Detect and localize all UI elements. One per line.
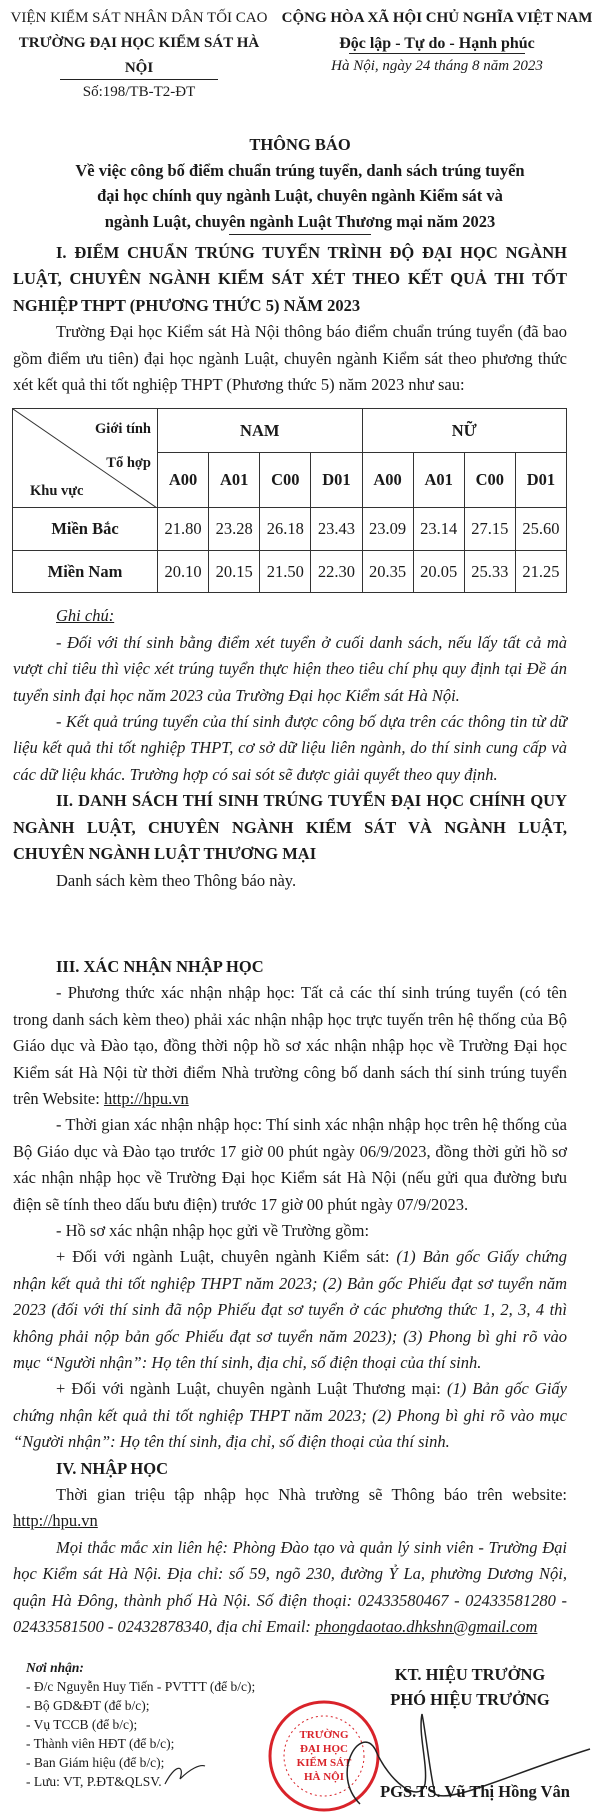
combo-header: D01 bbox=[515, 453, 566, 508]
region-cell: Miền Nam bbox=[13, 551, 158, 593]
website-link[interactable]: http://hpu.vn bbox=[103, 1088, 189, 1108]
score-cell: 25.33 bbox=[464, 551, 515, 593]
section-2-heading: II. DANH SÁCH THÍ SINH TRÚNG TUYỂN ĐẠI HỌC CHÍNH QUY NGÀNH LUẬT, CHUYÊN NGÀNH KIỂM SÁT VÀ NGÀNH LUẬT, CHUYÊN NGÀNH LUẬT THƯƠNG MẠI bbox=[13, 791, 567, 864]
table-row bbox=[13, 508, 567, 551]
score-cell: 21.50 bbox=[260, 551, 311, 593]
motto: Độc lập - Tự do - Hạnh phúc bbox=[339, 35, 535, 52]
note-item: - Kết quả trúng tuyển của thí sinh được công bố dựa trên các thông tin từ dữ liệu kết quả thi tốt nghiệp THPT, cơ sở dữ liệu liên ngành, do thí sinh cung cấp và các dữ liệu khác. Trường hợp có sai sót sẽ được giải quyết theo quy định. bbox=[13, 712, 567, 784]
document-body bbox=[13, 240, 570, 1814]
score-cell: 23.43 bbox=[311, 508, 362, 551]
documents-commercial-law bbox=[13, 1376, 567, 1455]
score-cell: 26.18 bbox=[260, 508, 311, 551]
doc-number: Số:198/TB-T2-ĐT bbox=[82, 84, 196, 100]
score-cell: 23.28 bbox=[209, 508, 260, 551]
combo-header: C00 bbox=[464, 453, 515, 508]
signer-title bbox=[350, 1662, 590, 1712]
score-cell: 21.80 bbox=[158, 508, 209, 551]
section-2-text: Danh sách kèm theo Thông báo này. bbox=[56, 870, 297, 890]
school-name: TRƯỜNG ĐẠI HỌC KIỂM SÁT HÀ NỘI bbox=[18, 35, 260, 76]
corner-gender-label: Giới tính bbox=[95, 421, 151, 438]
recipient-item: - Đ/c Nguyễn Huy Tiến - PVTTT (để b/c); bbox=[26, 1679, 256, 1695]
group-header-female: NỮ bbox=[362, 409, 567, 453]
website-link[interactable]: http://hpu.vn bbox=[13, 1511, 98, 1531]
score-cell: 25.60 bbox=[515, 508, 566, 551]
region-cell: Miền Bắc bbox=[13, 508, 158, 551]
country-block bbox=[276, 6, 598, 79]
title-line: đại học chính quy ngành Luật, chuyên ngành Kiểm sát và bbox=[97, 186, 503, 205]
agency-name: VIỆN KIỂM SÁT NHÂN DÂN TỐI CAO bbox=[10, 10, 268, 26]
documents-lead: + Đối với ngành Luật, chuyên ngành Luật Thương mại: bbox=[56, 1379, 447, 1399]
score-cell: 20.15 bbox=[209, 551, 260, 593]
issuer-block bbox=[4, 6, 274, 105]
documents-intro: - Hồ sơ xác nhận nhập học gửi về Trường gồm: bbox=[56, 1220, 370, 1240]
documents-lead: + Đối với ngành Luật, chuyên ngành Kiểm sát: bbox=[56, 1247, 397, 1267]
group-header-male: NAM bbox=[158, 409, 363, 453]
admission-method bbox=[13, 980, 567, 1112]
score-cell: 21.25 bbox=[515, 551, 566, 593]
section-1-intro: Trường Đại học Kiểm sát Hà Nội thông báo điểm chuẩn trúng tuyển (đã bao gồm điểm ưu tiên) đại học ngành Luật, chuyên ngành Kiểm sát theo phương thức xét kết quả thi tốt nghiệp THPT (Phương thức 5) năm 2023 như sau: bbox=[13, 322, 567, 395]
title-line: ngành Luật, chuyên ngành Luật Thương mại năm 2023 bbox=[104, 211, 496, 231]
recipient-item: - Ban Giám hiệu (để b/c); bbox=[26, 1755, 165, 1771]
recipients-label: Nơi nhận: bbox=[26, 1660, 84, 1676]
section-3-heading: III. XÁC NHẬN NHẬP HỌC bbox=[56, 956, 264, 976]
combo-header: D01 bbox=[311, 453, 362, 508]
date-place: Hà Nội, ngày 24 tháng 8 năm 2023 bbox=[331, 58, 543, 74]
signer-title-line2: PHÓ HIỆU TRƯỞNG bbox=[390, 1690, 550, 1710]
recipient-item: - Lưu: VT, P.ĐT&QLSV. bbox=[26, 1774, 162, 1790]
corner-region-label: Khu vực bbox=[30, 483, 84, 500]
combo-header: A01 bbox=[413, 453, 464, 508]
note-item: - Đối với thí sinh bằng điểm xét tuyển ở cuối danh sách, nếu lấy tất cả mà vượt chỉ tiêu thì việc xét trúng tuyển thực hiện theo tiêu chí phụ quy định tại Đề án tuyển sinh đại học năm 2023 của Trường Đại học Kiểm sát Hà Nội. bbox=[13, 632, 567, 705]
country-name: CỘNG HÒA XÃ HỘI CHỦ NGHĨA VIỆT NAM bbox=[281, 10, 593, 26]
table-corner-cell bbox=[13, 409, 158, 508]
cutoff-score-table bbox=[12, 408, 567, 593]
combo-header: A00 bbox=[158, 453, 209, 508]
note-label: Ghi chú: bbox=[56, 606, 115, 626]
title-line: Về việc công bố điểm chuẩn trúng tuyển, danh sách trúng tuyển bbox=[75, 160, 525, 180]
documents-procuracy bbox=[13, 1244, 567, 1376]
section-1-heading: I. ĐIỂM CHUẨN TRÚNG TUYỂN TRÌNH ĐỘ ĐẠI HỌC NGÀNH LUẬT, CHUYÊN NGÀNH KIỂM SÁT XÉT THEO KẾT QUẢ THI TỐT NGHIỆP THPT (PHƯƠNG THỨC 5) NĂM 2023 bbox=[13, 243, 567, 315]
contact-text: Mọi thắc mắc xin liên hệ: Phòng Đào tạo và quản lý sinh viên - Trường Đại học Kiểm sát Hà Nội. Địa chỉ: số 59, ngõ 230, đường Ỷ La, phường Dương Nội, quận Hà Đông, thành phố Hà Nội. Số điện thoại: 02433580467 - 02433581280 - 02433581500 - 02432878340, địa chỉ Email: bbox=[13, 1537, 567, 1637]
recipient-item: - Bộ GD&ĐT (để b/c); bbox=[26, 1698, 150, 1714]
divider bbox=[229, 234, 371, 235]
admission-deadline: - Thời gian xác nhận nhập học: Thí sinh xác nhận nhập học trên hệ thống của Bộ Giáo dục và Đào tạo trước 17 giờ 00 phút ngày 06/9/2023, đồng thời gửi hồ sơ xác nhận nhập học về Trường Đại học Kiểm sát Hà Nội (nếu gửi qua đường bưu điện sẽ tính theo dấu bưu điện) trước 17 giờ 00 phút ngày 07/9/2023. bbox=[13, 1115, 567, 1214]
score-cell: 23.09 bbox=[362, 508, 413, 551]
title-heading: THÔNG BÁO bbox=[249, 135, 351, 154]
combo-header: C00 bbox=[260, 453, 311, 508]
email-link[interactable]: phongdaotao.dhkshn@gmail.com bbox=[315, 1617, 538, 1637]
corner-combo-label: Tổ hợp bbox=[106, 455, 151, 472]
recipient-item: - Thành viên HĐT (để b/c); bbox=[26, 1736, 175, 1752]
documents-list: (1) Bản gốc Giấy chứng nhận kết quả thi tốt nghiệp THPT năm 2023; (2) Bản gốc Phiếu đạt sơ tuyển năm 2023 (đối với thí sinh đã nộp Phiếu đạt sơ tuyển ở các phương thức 1, 2, 3, 4 thì không phải nộp bản gốc Phiếu đạt sơ tuyển năm 2023); (3) Phong bì ghi rõ vào mục “Người nhận”: Họ tên thí sinh, địa chỉ, số điện thoại của thí sinh. bbox=[13, 1247, 567, 1372]
score-cell: 23.14 bbox=[413, 508, 464, 551]
enrollment-notice-text: Thời gian triệu tập nhập học Nhà trường sẽ Thông báo trên website: bbox=[56, 1485, 567, 1505]
svg-text:HÀ NỘI: HÀ NỘI bbox=[303, 1771, 345, 1784]
score-cell: 20.10 bbox=[158, 551, 209, 593]
svg-text:KIỂM SÁT: KIỂM SÁT bbox=[296, 1757, 352, 1770]
table-row bbox=[13, 551, 567, 593]
signer-title-line1: KT. HIỆU TRƯỞNG bbox=[394, 1665, 546, 1685]
signature-area bbox=[0, 1654, 600, 1814]
svg-text:ĐẠI HỌC: ĐẠI HỌC bbox=[300, 1743, 348, 1756]
combo-header: A01 bbox=[209, 453, 260, 508]
combo-header: A00 bbox=[362, 453, 413, 508]
score-cell: 20.35 bbox=[362, 551, 413, 593]
admission-method-text: - Phương thức xác nhận nhập học: Tất cả các thí sinh trúng tuyển (có tên trong danh sách kèm theo) phải xác nhận nhập học trực tuyến trên hệ thống của Bộ Giáo dục và Đào tạo, đồng thời nộp hồ sơ xác nhận nhập học về Trường Đại học Kiểm sát Hà Nội từ thời điểm Nhà trường công bố danh sách thí sinh trúng tuyển trên Website: bbox=[13, 983, 567, 1108]
enrollment-notice bbox=[13, 1482, 567, 1535]
score-cell: 20.05 bbox=[413, 551, 464, 593]
documents-list: (1) Bản gốc Giấy chứng nhận kết quả thi tốt nghiệp THPT năm 2023; (2) Phong bì ghi rõ vào mục “Người nhận”: Họ tên thí sinh, địa chỉ, số điện thoại của thí sinh. bbox=[13, 1379, 567, 1452]
contact-info bbox=[13, 1535, 567, 1641]
recipient-item: - Vụ TCCB (để b/c); bbox=[26, 1717, 138, 1733]
score-cell: 27.15 bbox=[464, 508, 515, 551]
document-title bbox=[0, 132, 600, 235]
section-4-heading: IV. NHẬP HỌC bbox=[56, 1458, 169, 1478]
signer-name: PGS.TS. Vũ Thị Hồng Vân bbox=[380, 1782, 570, 1802]
score-cell: 22.30 bbox=[311, 551, 362, 593]
svg-text:TRƯỜNG: TRƯỜNG bbox=[299, 1729, 349, 1742]
